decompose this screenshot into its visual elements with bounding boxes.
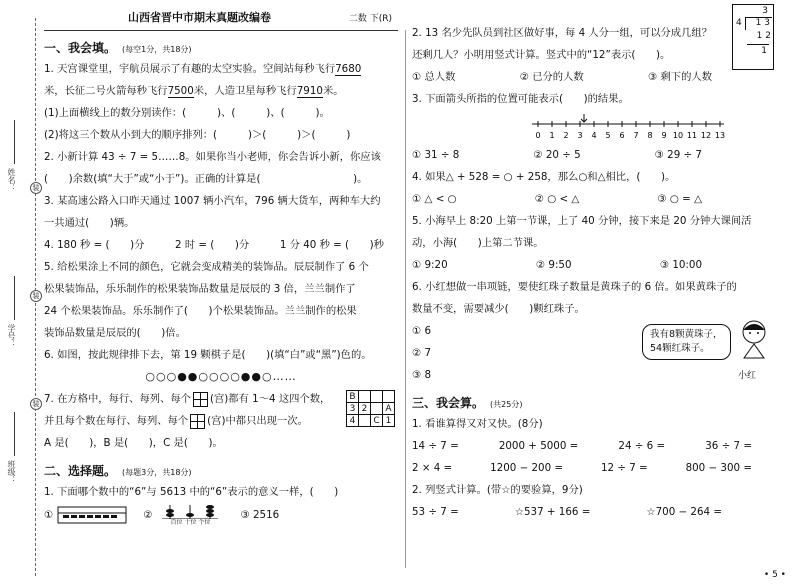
section-calc: 三、我会算。 (共25分) [412, 396, 523, 410]
q1-part2[interactable]: (2)将这三个数从小到大的顺序排列：( )＞( )＞( ) [44, 129, 351, 141]
choice-question-2[interactable]: 2. 13 名少先队员到社区做好事，每 4 人分一组，可以分成几组？ 还剩几人？小明用竖式计算。竖式中的“12”表示( )。 ① 总人数 ② 已分的人数 ③ 剩下的人数 3 4 1 3 1 2 1 [412, 22, 782, 88]
binding-hole: 装 [30, 182, 42, 194]
choice-question-4[interactable]: 4. 如果△ + 528 = ○ + 258，那么○和△相比，( )。 ① △ < ○ ② ○ < △ ③ ○ = △ [412, 171, 702, 205]
number-line-tick-label: 8 [647, 131, 653, 140]
question-4[interactable]: 4. 180 秒 = ( )分 2 时 = ( )分 1 分 40 秒 = ( )秒 [44, 239, 384, 251]
page-header [44, 0, 398, 31]
binding-hole: 装 [30, 398, 42, 410]
abacus-icon [57, 505, 127, 525]
sudoku-grid: B 3 2 A 4 C 1 [346, 390, 395, 427]
choice-question-3[interactable]: 3. 下面箭头所指的位置可能表示( )的结果。 0 1 2 3 4 5 6 7 8 9 10 11 12 13 ① 31 ÷ 8 ② 20 ÷ 5 ③ 29 ÷ 7 [412, 88, 782, 166]
number-line-tick-label: 13 [714, 131, 726, 140]
number-line [412, 112, 782, 142]
right-column [412, 0, 782, 523]
number-line-tick-label: 12 [700, 131, 712, 140]
q1-part1[interactable]: (1)上面横线上的数分别读作：( )、( )、( )。 [44, 107, 330, 119]
arrow-pointer-icon [581, 114, 587, 122]
number-line-tick-label: 7 [633, 131, 639, 140]
number-line-tick-label: 9 [661, 131, 667, 140]
number-line-tick-label: 11 [686, 131, 698, 140]
number-line-tick-label: 0 [535, 131, 541, 140]
number-line-tick-label: 3 [577, 131, 583, 140]
binding-hole: 装 [30, 290, 42, 302]
number-line-tick-label: 1 [549, 131, 555, 140]
calc-question-2[interactable]: 2. 列竖式计算。(带☆的要验算，9分) 53 ÷ 7 = ☆537 + 166 = ☆700 − 264 = [412, 484, 722, 518]
girl-character-icon [734, 318, 774, 368]
number-line-tick-label: 4 [591, 131, 597, 140]
section-choice: 二、选择题。 (每题3分，共18分) [44, 464, 192, 478]
character-name: 小红 [738, 371, 757, 381]
name-label: 姓名： [7, 168, 16, 192]
number-line-tick-label: 10 [672, 131, 684, 140]
question-3[interactable]: 3. 某高速公路入口昨天通过 1007 辆小汽车，796 辆大货车，两种车大约 一共通过( )辆。 [44, 195, 381, 229]
choice-question-5[interactable]: 5. 小海早上 8:20 上第一节课，上了 40 分钟，接下来是 20 分钟大课间活 动，小海( )上第二节课。 ① 9:20 ② 9:50 ③ 10:00 [412, 215, 752, 271]
page-subtitle: 二数 下(R) [348, 14, 392, 24]
palace-grid-icon [193, 392, 208, 407]
binding-margin [0, 0, 44, 588]
question-5[interactable]: 5. 给松果涂上不同的颜色，它就会变成精美的装饰品。辰辰制作了 6 个 松果装饰品，乐乐制作的松果装饰品数量是辰辰的 3 倍，兰兰制作了 24 个松果装饰品。乐乐制作了( )个松果装饰品。兰兰制作的松果 装饰品数量是辰辰的( )倍。 [44, 261, 369, 339]
choice-question-1[interactable]: 1. 下面哪个数中的“6”与 5613 中的“6”表示的意义一样，( ) ① ② 百位 十位 个位 ③ 2516 [44, 486, 339, 526]
question-2[interactable]: 2. 小新计算 43 ÷ 7 = 5……8。如果你当小老师，你会告诉小新，你应该 ( )余数(填“大于”或“小于”)。正确的计算是( )。 [44, 151, 381, 185]
section-fill: 一、我会填。 (每空1分，共18分) [44, 41, 192, 55]
question-6[interactable]: 6. 如图，按此规律排下去，第 19 颗棋子是( )(填“白”或“黑”)色的。 ○○○●●○○○○●●○…… [44, 344, 398, 388]
choice-question-6[interactable]: 6. 小红想做一串项链，要使红珠子数量是黄珠子的 6 倍。如果黄珠子的 数量不变，需要减少( )颗红珠子。 ① 6 ② 7 ③ 8 我有8颗黄珠子， 54颗红珠子。 小红 [412, 276, 782, 386]
page-title: 山西省晋中市期末真题改编卷 [128, 11, 271, 24]
palace-grid-icon [190, 414, 205, 429]
id-field[interactable] [14, 276, 15, 320]
speech-bubble: 我有8颗黄珠子， 54颗红珠子。 [642, 324, 731, 360]
number-line-tick-label: 2 [563, 131, 569, 140]
name-field[interactable] [14, 120, 15, 164]
number-line-tick-label: 6 [619, 131, 625, 140]
question-7[interactable]: 7. 在方格中，每行、每列、每个 (宫)都有 1～4 这四个数， 并且每个数在每行、每列、每个 (宫)中都只出现一次。 A 是( )，B 是( )，C 是( )。 B 3 2 A 4 C 1 [44, 388, 398, 454]
left-column [44, 0, 398, 526]
counting-frame-icon [156, 503, 224, 519]
class-label: 班级： [7, 460, 16, 484]
id-label: 学号： [7, 324, 16, 348]
class-field[interactable] [14, 412, 15, 456]
column-divider [405, 30, 406, 568]
long-division: 3 4 1 3 1 2 1 [732, 4, 774, 70]
number-line-tick-label: 5 [605, 131, 611, 140]
number-line-svg [412, 112, 782, 142]
bead-sequence: ○○○●●○○○○●●○…… [145, 370, 297, 383]
page-number: • 5 • [763, 570, 786, 580]
question-1: 1. 天宫课堂里，宇航员展示了有趣的太空实验。空间站每秒飞行7680 米，长征二号火箭每秒飞行7500米，人造卫星每秒飞行7910米。 (1)上面横线上的数分别读作：( )、( )、( )。 (2)将这三个数从小到大的顺序排列：( )＞( )＞( ) [44, 58, 398, 146]
calc-question-1[interactable]: 1. 看谁算得又对又快。(8分) 14 ÷ 7 = 2000 + 5000 = 24 ÷ 6 = 36 ÷ 7 = 2 × 4 = 1200 − 200 = 12 ÷ 7 = 800 − 300 = [412, 418, 752, 474]
